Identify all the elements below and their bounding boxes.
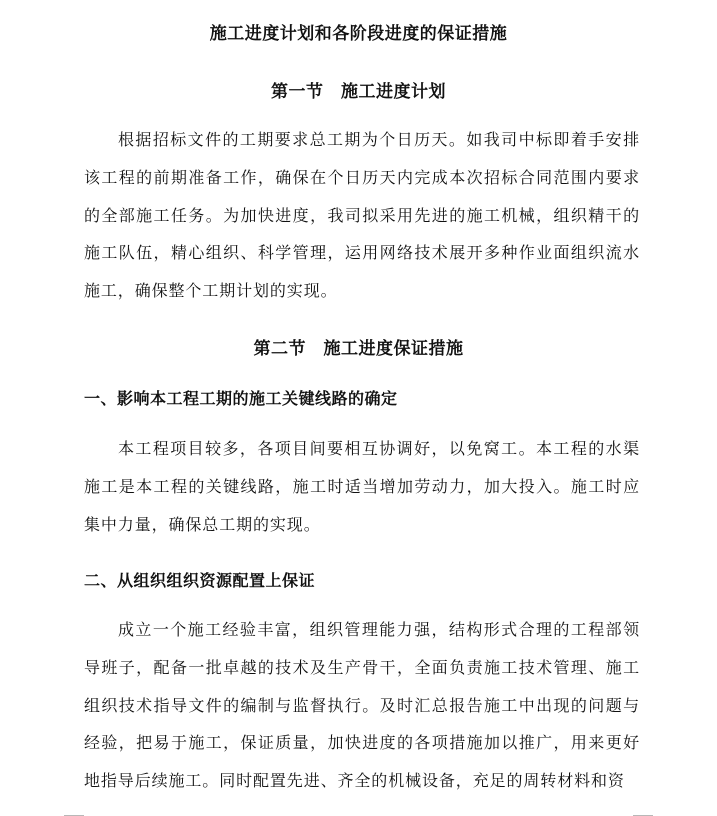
section2-heading: 第二节 施工进度保证措施 — [253, 339, 464, 359]
section1-paragraph: 根据招标文件的工期要求总工期为个日历天。如我司中标即着手安排该工程的前期准备工作，确保在个日历天内完成本次招标合同范围内要求的全部施工任务。为加快进度，我司拟采用先进的施工机械，组织精干的施工队伍，精心组织、科学管理，运用网络技术展开多种作业面组织流水施工，确保整个工期计划的实现。 — [84, 130, 640, 301]
subsection2-heading: 二、从组织组织资源配置上保证 — [84, 571, 316, 590]
section1-heading: 第一节 施工进度计划 — [271, 82, 446, 102]
subsection1-paragraph: 本工程项目较多，各项目间要相互协调好，以免窝工。本工程的水渠施工是本工程的关键线路，施工时适当增加劳动力，加大投入。施工时应集中力量，确保总工期的实现。 — [84, 439, 640, 534]
subsection1-heading: 一、影响本工程工期的施工关键线路的确定 — [84, 389, 398, 408]
document-title: 施工进度计划和各阶段进度的保证措施 — [209, 24, 508, 44]
subsection2-paragraph: 成立一个施工经验丰富，组织管理能力强，结构形式合理的工程部领导班子，配备一批卓越的技术及生产骨干，全面负责施工技术管理、施工组织技术指导文件的编制与监督执行。及时汇总报告施工中出现的问题与经验，把易于施工，保证质量，加快进度的各项措施加以推广，用来更好地指导后续施工。同时配置先进、齐全的机械设备，充足的周转材料和资 — [84, 620, 640, 791]
